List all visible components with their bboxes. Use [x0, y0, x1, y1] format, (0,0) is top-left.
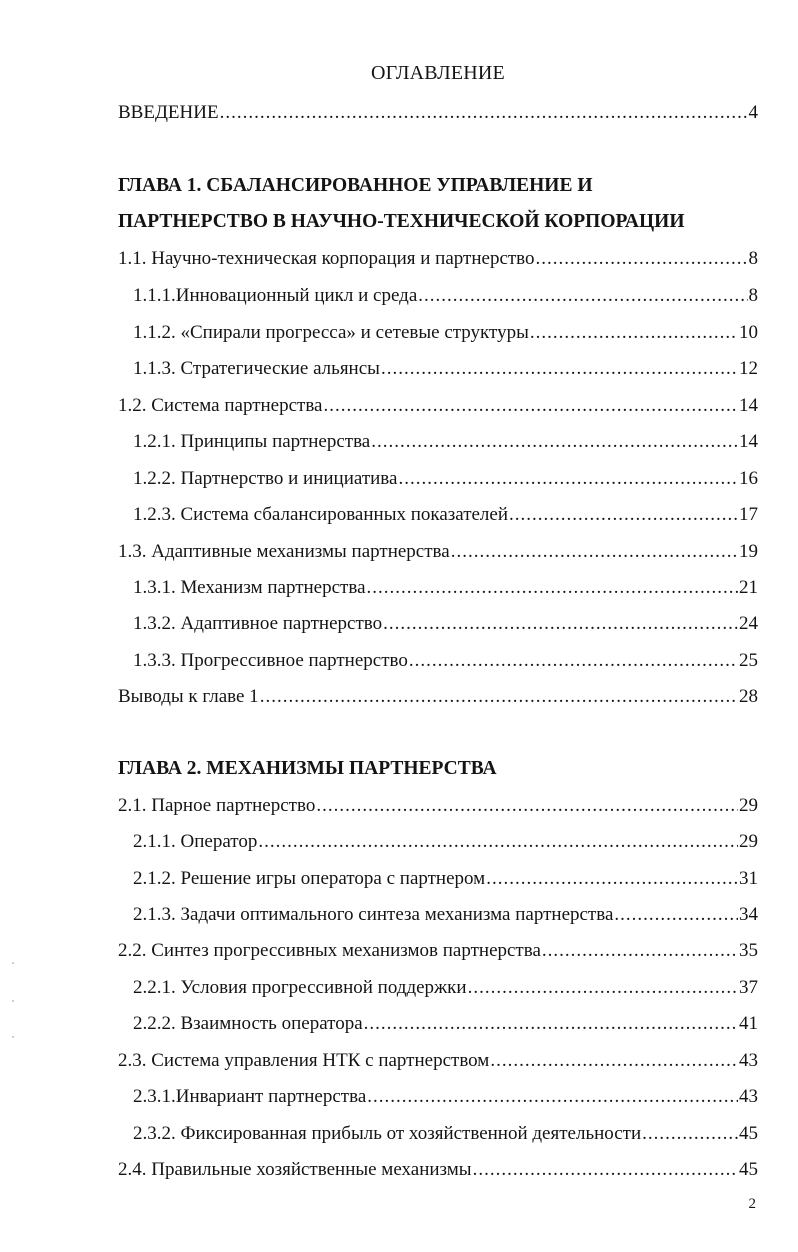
toc-entry-1-2[interactable] [118, 390, 758, 418]
toc-entry-page: 19 [739, 541, 758, 562]
leader-dots [542, 939, 738, 963]
toc-entry-page: 37 [739, 977, 758, 998]
leader-dots [367, 576, 739, 600]
toc-entry-2-1[interactable] [118, 790, 758, 818]
leader-dots [383, 612, 738, 636]
toc-entry-page: 34 [739, 904, 758, 925]
leader-dots [642, 1122, 738, 1146]
toc-entry-text: 1.2.2. Партнерство и инициатива [133, 468, 398, 489]
toc-entry-1-1[interactable] [118, 243, 758, 271]
toc-entry-text: ВВЕДЕНИЕ [118, 102, 219, 123]
toc-entry-text: 2.3.1.Инвариант партнерства [133, 1086, 367, 1107]
toc-entry-2-3-1[interactable] [133, 1081, 758, 1109]
toc-entry-page: 28 [739, 686, 758, 707]
toc-entry-page: 12 [739, 358, 758, 379]
toc-entry-1-3[interactable] [118, 536, 758, 564]
toc-entry-page: 43 [739, 1050, 758, 1071]
toc-entry-1-1-1[interactable] [133, 280, 758, 308]
leader-dots [381, 357, 738, 381]
scan-speck [12, 962, 14, 964]
toc-entry-1-2-3[interactable] [133, 499, 758, 527]
toc-entry-page: 43 [739, 1086, 758, 1107]
scan-speck [12, 1000, 14, 1002]
chapter-2-heading: ГЛАВА 2. МЕХАНИЗМЫ ПАРТНЕРСТВА [118, 758, 497, 779]
leader-dots [418, 284, 747, 308]
toc-entry-text: 1.2.3. Система сбалансированных показателей [133, 504, 509, 525]
leader-dots [536, 247, 748, 271]
page-number: 2 [748, 1196, 756, 1212]
toc-entry-text: 1.3.2. Адаптивное партнерство [133, 613, 383, 634]
toc-entry-page: 21 [739, 577, 758, 598]
toc-entry-text: Выводы к главе 1 [118, 686, 259, 707]
toc-entry-text: 1.1.1.Инновационный цикл и среда [133, 285, 418, 306]
toc-entry-text: 2.3.2. Фиксированная прибыль от хозяйственной деятельности [133, 1123, 642, 1144]
toc-entry-page: 8 [748, 248, 758, 269]
toc-entry-text: 1.1.2. «Спирали прогресса» и сетевые структуры [133, 322, 529, 343]
toc-entry-page: 45 [739, 1159, 758, 1180]
toc-entry-page: 14 [739, 395, 758, 416]
leader-dots [409, 649, 738, 673]
toc-entry-text: 2.2.1. Условия прогрессивной поддержки [133, 977, 467, 998]
chapter-1-heading-line-1: ГЛАВА 1. СБАЛАНСИРОВАННОЕ УПРАВЛЕНИЕ И [118, 175, 593, 196]
toc-entry-page: 41 [739, 1013, 758, 1034]
toc-entry-page: 29 [739, 795, 758, 816]
leader-dots [323, 394, 738, 418]
chapter-1-heading-line-2: ПАРТНЕРСТВО В НАУЧНО-ТЕХНИЧЕСКОЙ КОРПОРАЦИИ [118, 211, 685, 232]
leader-dots [486, 867, 738, 891]
toc-entry-1-1-2[interactable] [133, 317, 758, 345]
toc-entry-1-1-3[interactable] [133, 353, 758, 381]
toc-entry-page: 35 [739, 940, 758, 961]
toc-entry-text: 2.1.3. Задачи оптимального синтеза механизма партнерства [133, 904, 614, 925]
toc-entry-page: 4 [748, 102, 758, 123]
toc-entry-text: 1.2. Система партнерства [118, 395, 323, 416]
leader-dots [364, 1012, 738, 1036]
toc-entry-2-2-2[interactable] [133, 1008, 758, 1036]
toc-entry-2-4[interactable] [118, 1154, 758, 1182]
toc-entry-2-3[interactable] [118, 1045, 758, 1073]
toc-entry-page: 45 [739, 1123, 758, 1144]
leader-dots [367, 1085, 738, 1109]
leader-dots [490, 1049, 738, 1073]
toc-entry-1-3-3[interactable] [133, 645, 758, 673]
toc-entry-page: 8 [748, 285, 758, 306]
toc-entry-page: 24 [739, 613, 758, 634]
scan-speck [12, 1036, 14, 1038]
toc-entry-intro[interactable] [118, 97, 758, 125]
toc-entry-text: 2.1.2. Решение игры оператора с партнером [133, 868, 486, 889]
leader-dots [509, 503, 738, 527]
toc-entry-page: 17 [739, 504, 758, 525]
toc-entry-text: 1.1.3. Стратегические альянсы [133, 358, 380, 379]
toc-entry-text: 1.3.1. Механизм партнерства [133, 577, 366, 598]
toc-entry-2-1-1[interactable] [133, 826, 758, 854]
toc-entry-2-1-2[interactable] [133, 863, 758, 891]
toc-entry-2-2[interactable] [118, 935, 758, 963]
toc-entry-1-2-1[interactable] [133, 426, 758, 454]
leader-dots [220, 101, 748, 125]
leader-dots [260, 685, 738, 709]
leader-dots [473, 1158, 738, 1182]
toc-entry-text: 1.3. Адаптивные механизмы партнерства [118, 541, 450, 562]
leader-dots [614, 903, 738, 927]
leader-dots [530, 321, 738, 345]
leader-dots [371, 430, 738, 454]
toc-entry-text: 2.2.2. Взаимность оператора [133, 1013, 363, 1034]
leader-dots [258, 830, 738, 854]
toc-entry-text: 1.2.1. Принципы партнерства [133, 431, 371, 452]
toc-entry-2-3-2[interactable] [133, 1118, 758, 1146]
leader-dots [398, 467, 738, 491]
toc-entry-page: 29 [739, 831, 758, 852]
toc-entry-page: 14 [739, 431, 758, 452]
toc-entry-2-1-3[interactable] [133, 899, 758, 927]
toc-entry-text: 1.1. Научно-техническая корпорация и партнерство [118, 248, 535, 269]
toc-entry-page: 31 [739, 868, 758, 889]
toc-entry-2-2-1[interactable] [133, 972, 758, 1000]
toc-entry-text: 1.3.3. Прогрессивное партнерство [133, 650, 408, 671]
leader-dots [451, 540, 738, 564]
toc-entry-text: 2.3. Система управления НТК с партнерством [118, 1050, 490, 1071]
toc-entry-page: 16 [739, 468, 758, 489]
toc-entry-text: 2.1. Парное партнерство [118, 795, 316, 816]
toc-entry-page: 10 [739, 322, 758, 343]
toc-entry-page: 25 [739, 650, 758, 671]
leader-dots [468, 976, 738, 1000]
toc-entry-chapter-1-conclusions[interactable] [118, 681, 758, 709]
toc-entry-text: 2.2. Синтез прогрессивных механизмов партнерства [118, 940, 541, 961]
leader-dots [316, 794, 738, 818]
toc-entry-1-3-2[interactable] [133, 608, 758, 636]
toc-title: ОГЛАВЛЕНИЕ [371, 62, 505, 84]
toc-entry-1-2-2[interactable] [133, 463, 758, 491]
toc-entry-1-3-1[interactable] [133, 572, 758, 600]
toc-entry-text: 2.1.1. Оператор [133, 831, 258, 852]
toc-entry-text: 2.4. Правильные хозяйственные механизмы [118, 1159, 472, 1180]
